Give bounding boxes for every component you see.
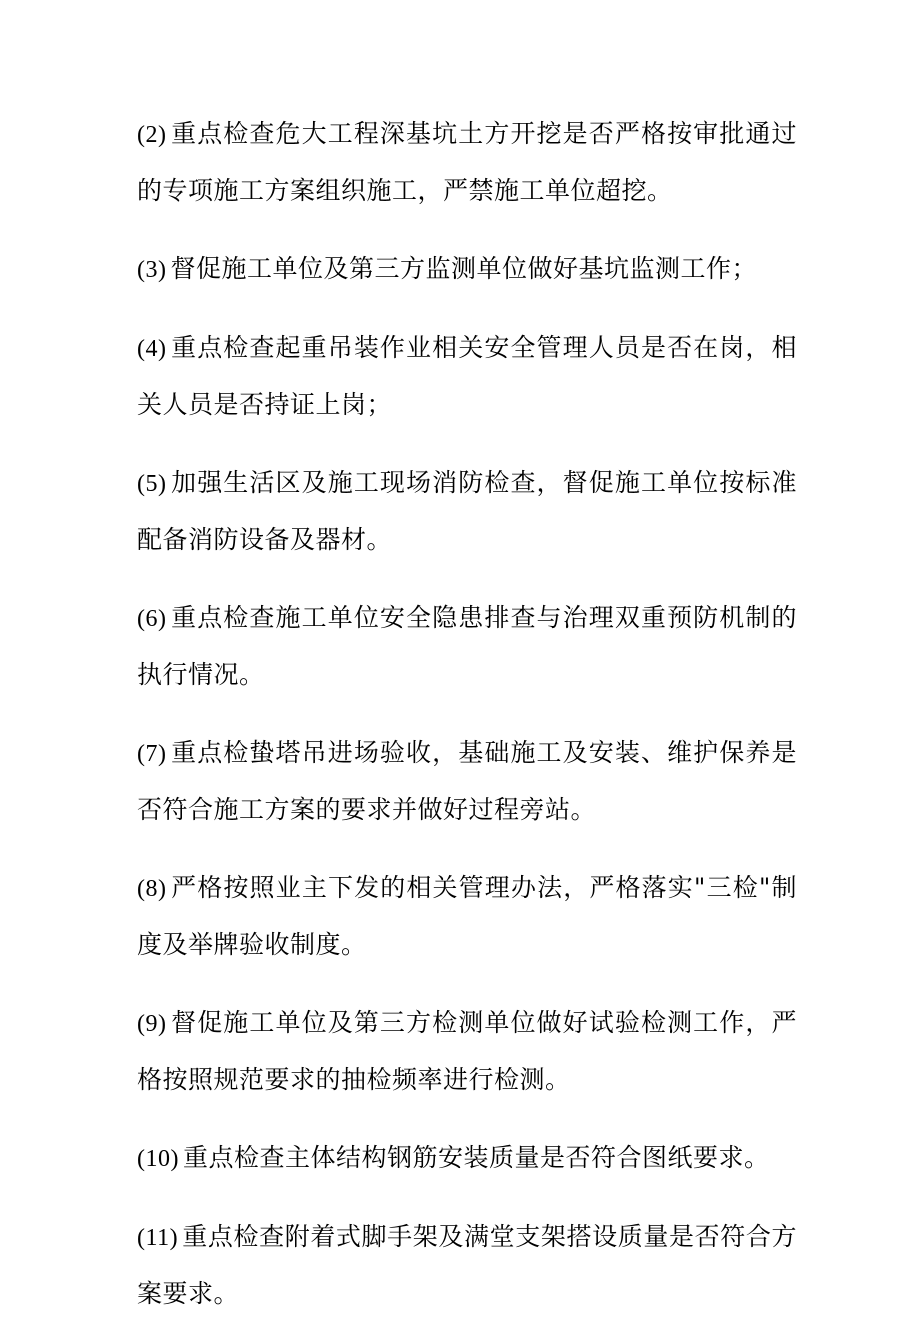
item-number: (8) xyxy=(137,876,167,902)
item-text: 督促施工单位及第三方监测单位做好基坑监测工作； xyxy=(170,254,757,283)
item-text: 重点检查主体结构钢筋安装质量是否符合图纸要求。 xyxy=(182,1143,770,1172)
item-number: (4) xyxy=(137,336,167,362)
list-item xyxy=(137,106,797,219)
item-number: (11) xyxy=(137,1225,179,1251)
item-text: 重点检蛰塔吊进场验收，基础施工及安装、维护保养是否符合施工方案的要求并做好过程旁站。 xyxy=(137,738,797,824)
list-item xyxy=(137,725,797,838)
list-item xyxy=(137,995,797,1108)
item-text: 严格按照业主下发的相关管理办法，严格落实"三检"制度及举牌验收制度。 xyxy=(137,873,797,959)
list-item xyxy=(137,590,797,703)
list-item xyxy=(137,1130,797,1187)
item-number: (7) xyxy=(137,741,167,767)
item-number: (5) xyxy=(137,471,167,497)
item-text: 重点检查起重吊装作业相关安全管理人员是否在岗，相关人员是否持证上岗； xyxy=(137,333,797,419)
item-number: (6) xyxy=(137,606,167,632)
list-item xyxy=(137,860,797,973)
list-item xyxy=(137,455,797,568)
item-text: 督促施工单位及第三方检测单位做好试验检测工作，严格按照规范要求的抽检频率进行检测。 xyxy=(137,1008,797,1094)
item-number: (3) xyxy=(137,257,167,283)
list-item xyxy=(137,1209,797,1322)
item-number: (2) xyxy=(137,122,167,148)
item-number: (10) xyxy=(137,1146,179,1172)
item-text: 重点检查附着式脚手架及满堂支架搭设质量是否符合方案要求。 xyxy=(137,1222,797,1308)
item-text: 重点检查危大工程深基坑土方开挖是否严格按审批通过的专项施工方案组织施工，严禁施工单位超挖。 xyxy=(137,119,797,205)
list-item xyxy=(137,320,797,433)
list-item xyxy=(137,241,797,298)
item-number: (9) xyxy=(137,1011,167,1037)
document-body xyxy=(137,106,797,1344)
item-text: 加强生活区及施工现场消防检查，督促施工单位按标准配备消防设备及器材。 xyxy=(137,468,797,554)
item-text: 重点检查施工单位安全隐患排查与治理双重预防机制的执行情况。 xyxy=(137,603,797,689)
